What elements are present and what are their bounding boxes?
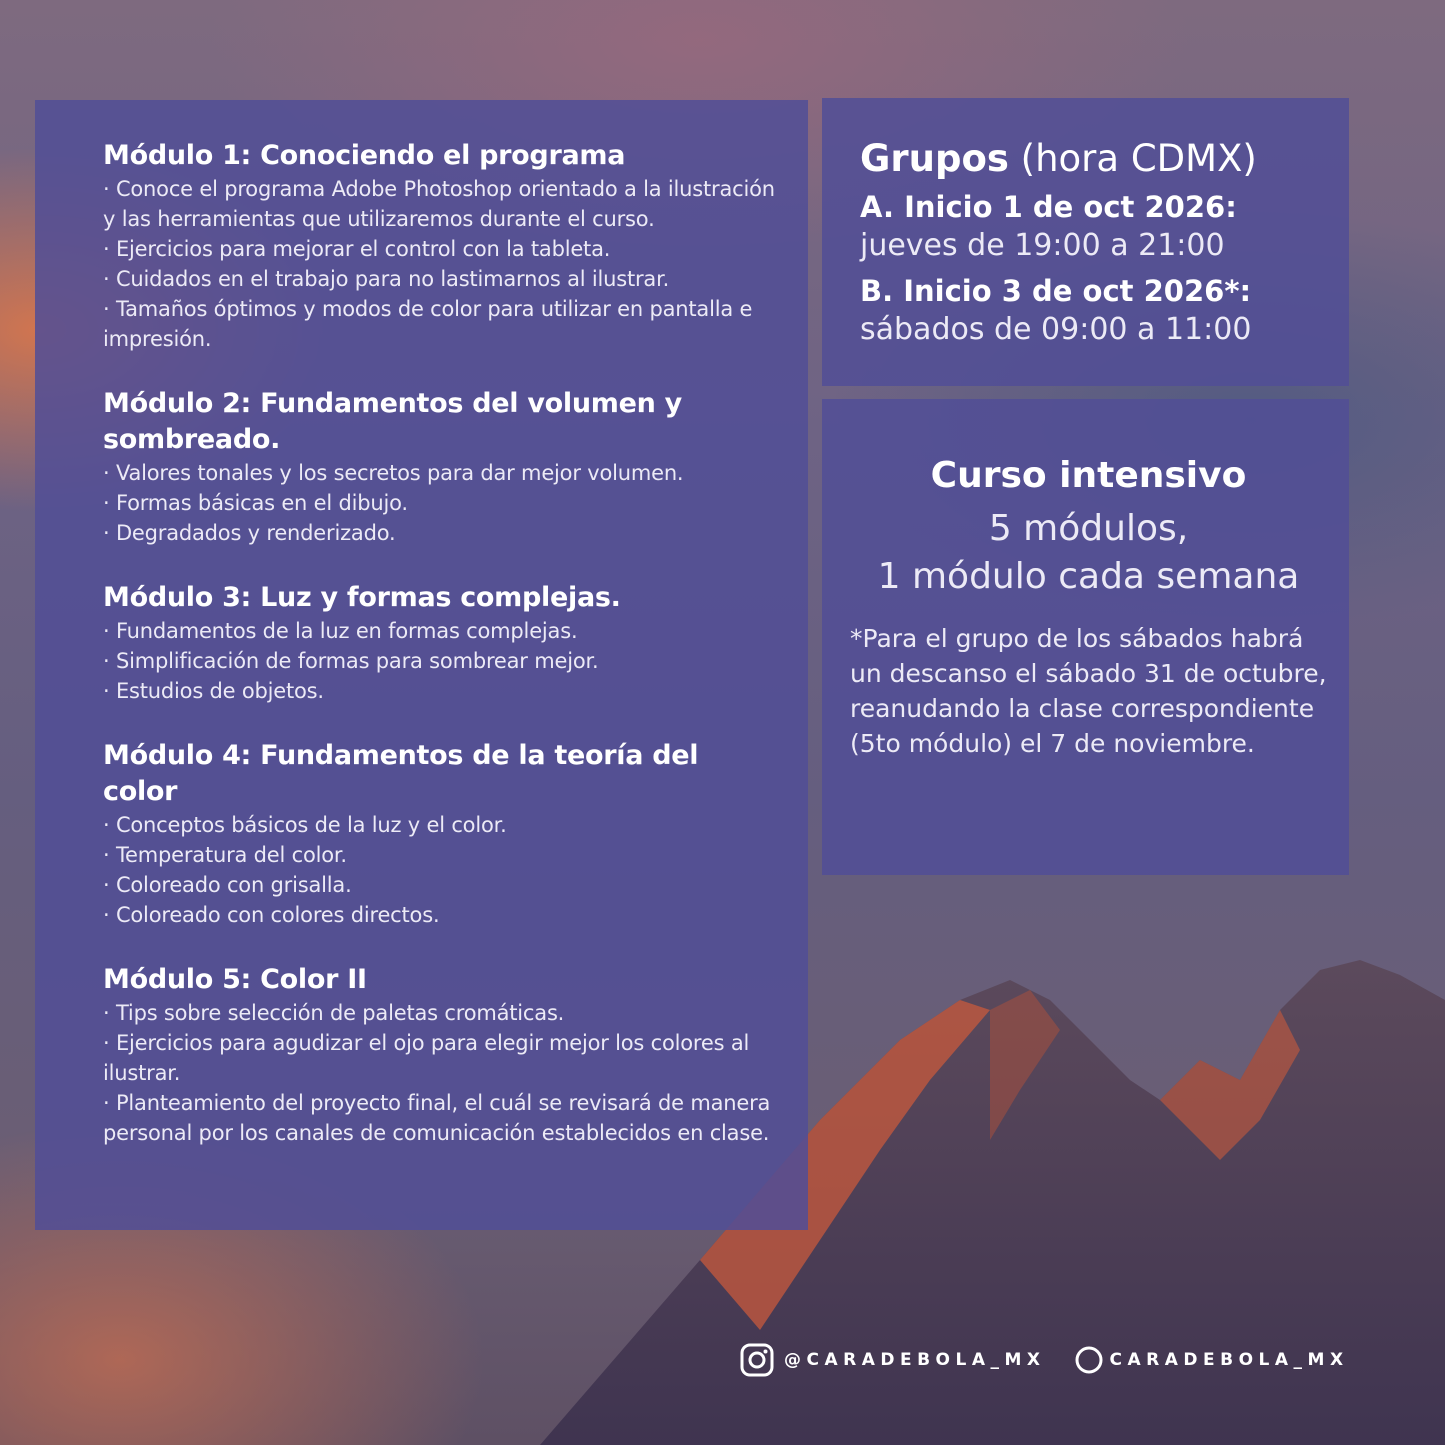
group-time: jueves de 19:00 a 21:00 <box>860 228 1225 263</box>
group-a <box>860 188 1329 266</box>
module-bullet: · Degradados y renderizado. <box>103 521 396 545</box>
group-head: A. Inicio 1 de oct 2026: <box>860 190 1237 224</box>
module-bullet: · Conceptos básicos de la luz y el color. <box>103 813 507 837</box>
module-title: Módulo 5: Color II <box>103 964 367 995</box>
module-bullet: · Coloreado con grisalla. <box>103 873 352 897</box>
groups-panel <box>822 98 1349 386</box>
module-bullet: · Estudios de objetos. <box>103 679 324 703</box>
groups-title <box>860 136 1329 182</box>
course-title: Curso intensivo <box>930 455 1247 496</box>
module-5 <box>103 962 778 1148</box>
module-bullet: · Temperatura del color. <box>103 843 347 867</box>
group-head: B. Inicio 3 de oct 2026*: <box>860 274 1252 308</box>
module-3 <box>103 580 778 706</box>
groups-title-light: (hora CDMX) <box>1020 137 1257 180</box>
module-title: Módulo 3: Luz y formas complejas. <box>103 582 621 613</box>
module-title: Módulo 2: Fundamentos del volumen y sombreado. <box>103 388 682 455</box>
instagram-handle[interactable]: @CARADEBOLA_MX <box>784 1350 1046 1370</box>
module-bullet: · Ejercicios para mejorar el control con la tableta. <box>103 237 611 261</box>
modules-panel <box>35 100 808 1230</box>
module-bullet: · Tamaños óptimos y modos de color para utilizar en pantalla e impresión. <box>103 297 753 351</box>
module-bullet: · Valores tonales y los secretos para dar mejor volumen. <box>103 461 684 485</box>
course-line-1: 5 módulos, <box>988 508 1189 549</box>
module-bullet: · Cuidados en el trabajo para no lastimarnos al ilustrar. <box>103 267 670 291</box>
social-bar <box>740 1342 1380 1378</box>
threads-handle[interactable]: CARADEBOLA_MX <box>1109 1350 1349 1370</box>
module-bullet: · Planteamiento del proyecto final, el cuál se revisará de manera personal por los canales de comunicación establecidos en clase. <box>103 1091 771 1145</box>
groups-title-bold: Grupos <box>860 137 1009 180</box>
module-title: Módulo 4: Fundamentos de la teoría del color <box>103 740 699 807</box>
module-2 <box>103 386 778 548</box>
module-bullet: · Conoce el programa Adobe Photoshop orientado a la ilustración y las herramientas que utilizaremos durante el curso. <box>103 177 775 231</box>
threads-icon[interactable] <box>1074 1345 1104 1375</box>
course-panel <box>822 399 1349 875</box>
module-title: Módulo 1: Conociendo el programa <box>103 140 626 171</box>
course-line-2: 1 módulo cada semana <box>877 556 1300 597</box>
group-b <box>860 272 1329 350</box>
module-1 <box>103 138 778 354</box>
instagram-icon[interactable] <box>740 1343 774 1377</box>
module-bullet: · Simplificación de formas para sombrear mejor. <box>103 649 599 673</box>
module-bullet: · Formas básicas en el dibujo. <box>103 491 408 515</box>
module-bullet: · Fundamentos de la luz en formas complejas. <box>103 619 578 643</box>
module-4 <box>103 738 778 930</box>
module-bullet: · Ejercicios para agudizar el ojo para elegir mejor los colores al ilustrar. <box>103 1031 750 1085</box>
group-time: sábados de 09:00 a 11:00 <box>860 312 1252 347</box>
course-note: *Para el grupo de los sábados habrá un descanso el sábado 31 de octubre, reanudando la clase correspondiente (5to módulo) el 7 de noviembre. <box>850 624 1327 758</box>
module-bullet: · Coloreado con colores directos. <box>103 903 440 927</box>
module-bullet: · Tips sobre selección de paletas cromáticas. <box>103 1001 565 1025</box>
course-subtitle <box>850 505 1327 601</box>
